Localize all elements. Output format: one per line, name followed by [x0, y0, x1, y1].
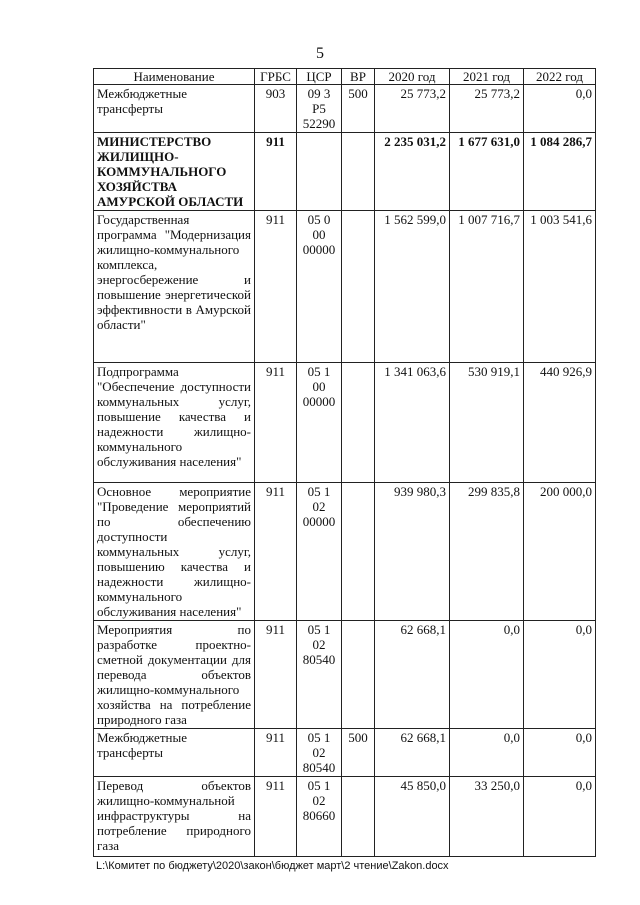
header-vr: ВР — [342, 69, 375, 85]
row-name: Государственная программа "Модернизация жилищно-коммунального комплекса, энергосбережение и повышение энергетической эффективности в Амурской области" — [94, 211, 255, 363]
row-2022: 1 084 286,7 — [524, 133, 596, 211]
row-2021: 25 773,2 — [450, 85, 524, 133]
table-row — [94, 621, 596, 729]
row-grbs: 911 — [255, 777, 297, 857]
table-row — [94, 133, 596, 211]
row-2021: 0,0 — [450, 729, 524, 777]
table-row — [94, 777, 596, 857]
row-vr — [342, 211, 375, 363]
row-vr: 500 — [342, 85, 375, 133]
row-2022: 200 000,0 — [524, 483, 596, 621]
row-vr — [342, 777, 375, 857]
row-vr — [342, 363, 375, 483]
table-row — [94, 363, 596, 483]
row-2020: 62 668,1 — [375, 621, 450, 729]
row-2021: 299 835,8 — [450, 483, 524, 621]
row-name: Межбюджетные трансферты — [94, 729, 255, 777]
row-csr: 05 1 02 80540 — [297, 621, 342, 729]
row-grbs: 911 — [255, 133, 297, 211]
row-name: Перевод объектов жилищно-коммунальной инфраструктуры на потребление природного газа — [94, 777, 255, 857]
row-grbs: 911 — [255, 621, 297, 729]
row-2021: 1 007 716,7 — [450, 211, 524, 363]
table-row — [94, 85, 596, 133]
row-2022: 0,0 — [524, 777, 596, 857]
row-2022: 440 926,9 — [524, 363, 596, 483]
row-name: Основное мероприятие "Проведение мероприятий по обеспечению доступности коммунальных услуг, повышению качества и надежности жилищно-коммунального обслуживания населения" — [94, 483, 255, 621]
row-2021: 0,0 — [450, 621, 524, 729]
row-2021: 530 919,1 — [450, 363, 524, 483]
row-2021: 33 250,0 — [450, 777, 524, 857]
header-2022: 2022 год — [524, 69, 596, 85]
row-name: Подпрограмма "Обеспечение доступности коммунальных услуг, повышение качества и надежности жилищно-коммунального обслуживания населения" — [94, 363, 255, 483]
page-number: 5 — [316, 45, 324, 62]
row-grbs: 911 — [255, 211, 297, 363]
row-2020: 2 235 031,2 — [375, 133, 450, 211]
row-vr — [342, 621, 375, 729]
table-row — [94, 729, 596, 777]
row-2021: 1 677 631,0 — [450, 133, 524, 211]
table-row — [94, 483, 596, 621]
row-2020: 939 980,3 — [375, 483, 450, 621]
row-2020: 25 773,2 — [375, 85, 450, 133]
row-csr — [297, 133, 342, 211]
row-csr: 05 1 02 80540 — [297, 729, 342, 777]
row-name: МИНИСТЕРСТВО ЖИЛИЩНО-КОММУНАЛЬНОГО ХОЗЯЙСТВА АМУРСКОЙ ОБЛАСТИ — [94, 133, 255, 211]
row-csr: 05 1 00 00000 — [297, 363, 342, 483]
row-name: Межбюджетные трансферты — [94, 85, 255, 133]
row-grbs: 911 — [255, 483, 297, 621]
row-2022: 0,0 — [524, 729, 596, 777]
row-2022: 0,0 — [524, 85, 596, 133]
row-csr: 05 1 02 00000 — [297, 483, 342, 621]
row-csr: 05 0 00 00000 — [297, 211, 342, 363]
row-vr: 500 — [342, 729, 375, 777]
row-2022: 0,0 — [524, 621, 596, 729]
header-2020: 2020 год — [375, 69, 450, 85]
row-vr — [342, 133, 375, 211]
row-vr — [342, 483, 375, 621]
header-2021: 2021 год — [450, 69, 524, 85]
header-csr: ЦСР — [297, 69, 342, 85]
budget-table — [93, 68, 596, 857]
row-grbs: 911 — [255, 729, 297, 777]
header-name: Наименование — [94, 69, 255, 85]
table-header-row — [94, 69, 596, 85]
row-2020: 45 850,0 — [375, 777, 450, 857]
row-2020: 62 668,1 — [375, 729, 450, 777]
header-grbs: ГРБС — [255, 69, 297, 85]
row-2020: 1 341 063,6 — [375, 363, 450, 483]
row-name: Мероприятия по разработке проектно-сметной документации для перевода объектов жилищно-коммунального хозяйства на потребление природного газа — [94, 621, 255, 729]
row-csr: 09 3 Р5 52290 — [297, 85, 342, 133]
row-grbs: 911 — [255, 363, 297, 483]
table-row — [94, 211, 596, 363]
row-2020: 1 562 599,0 — [375, 211, 450, 363]
footer-file-path: L:\Комитет по бюджету\2020\закон\бюджет март\2 чтение\Zakon.docx — [96, 860, 449, 872]
row-csr: 05 1 02 80660 — [297, 777, 342, 857]
row-grbs: 903 — [255, 85, 297, 133]
row-2022: 1 003 541,6 — [524, 211, 596, 363]
